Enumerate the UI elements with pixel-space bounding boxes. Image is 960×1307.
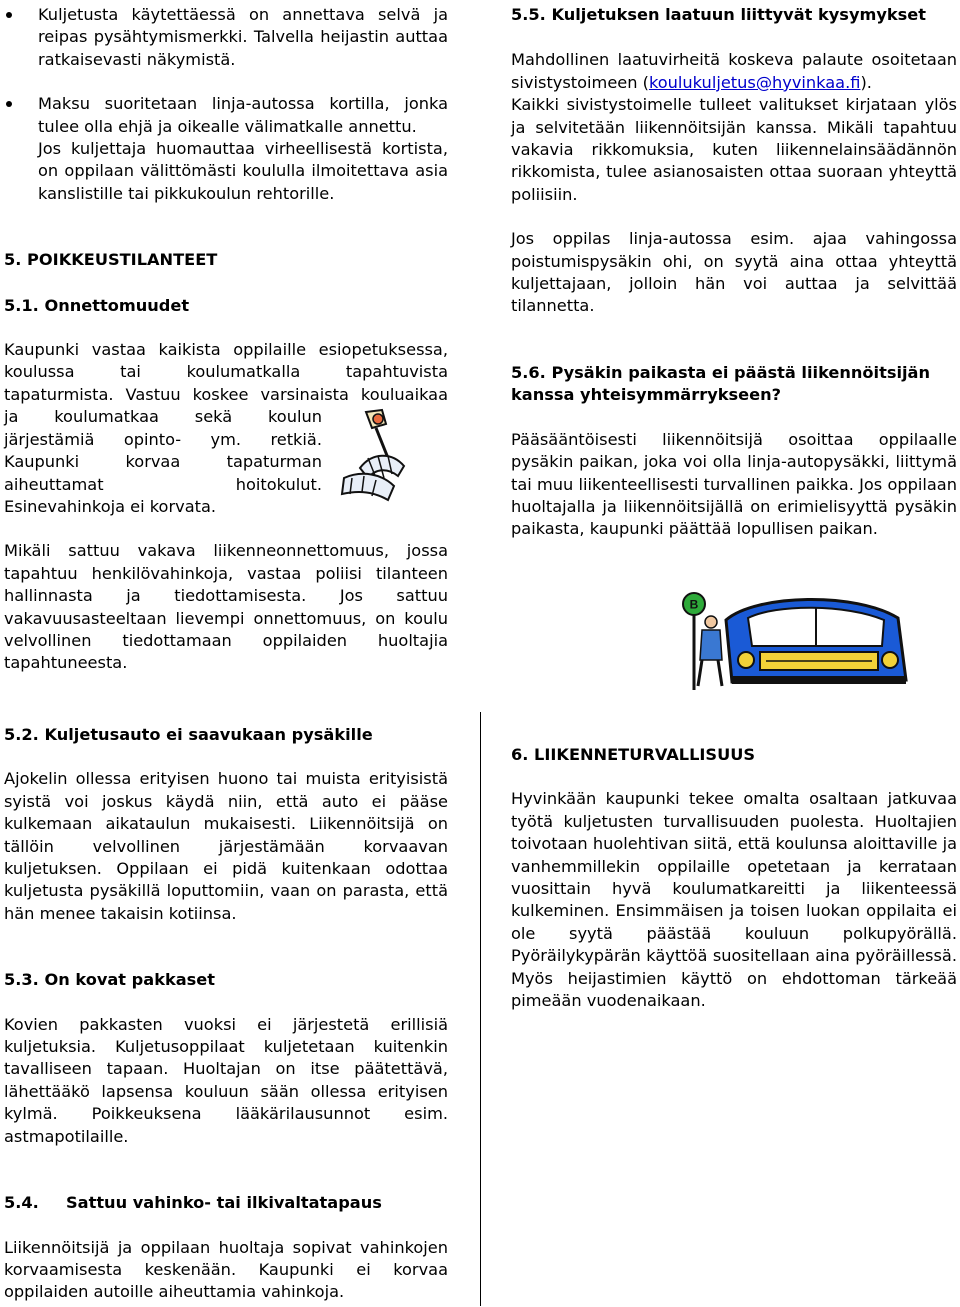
text: ). [860,72,872,92]
text-line: aiheuttamat hoitokulut. [4,474,322,494]
bullet-text: Maksu suoritetaan linja-autossa kortilla, jonka tulee olla ehjä ja oikealle välimatkalle annettu. [38,94,448,136]
school-bus-icon [636,590,912,690]
subsection-heading: 5.5. Kuljetuksen laatuun liittyvät kysymykset [511,5,927,24]
bullet-icon [6,12,12,18]
text: Mahdollinen laatuvirheitä koskeva palaute osoitetaan sivistystoimeen ( [511,50,957,92]
injured-person-icon [332,408,414,504]
bullet-list [4,4,448,205]
text-line: Kaupunki korvaa tapaturman [4,452,322,472]
bus-stop-letter: B [689,597,699,612]
paragraph: Ajokelin ollessa erityisen huono tai muista erityisistä syistä voi joskus käydä niin, että auto ei pääse kulkemaan aikataulun mukaisesti. Liikennöitsijä on tällöin velvollinen järjestämään korvaavan kuljetuksen. Oppilaan ei pidä kuitenkaan odottaa kuljetusta pysäkillä loputtomiin, vaan on parasta, että hän menee takaisin kotiinsa. [4,769,448,923]
bullet-text: Kuljetusta käytettäessä on annettava selvä ja reipas pysähtymismerkki. Talvella heijastin auttaa ratkaisevasti näkymistä. [38,5,448,69]
subsection-heading: 5.6. Pysäkin paikasta ei päästä liikennöitsijän kanssa yhteisymmärrykseen? [511,362,931,405]
text-line: koulussa tai koulumatkalla tapahtuvista [4,362,448,382]
left-column-top [4,4,448,675]
paragraph [511,49,957,94]
subsection-heading: 5.1. Onnettomuudet [4,295,190,315]
paragraph: Jos oppilas linja-autossa esim. ajaa vahingossa poistumispysäkin ohi, on syytä aina ottaa yhteyttä kuljettajaan, jolloin hän voi auttaa ja selvittää tilannetta. [511,229,957,316]
list-item [4,4,448,71]
bullet-icon [6,101,12,107]
paragraph: Liikennöitsijä ja oppilaan huoltaja sopivat vahinkojen korvaamisesta keskenään. Kaupunki ei korvaa oppilaiden autoille aiheuttamia vahinkoja. [4,1237,448,1302]
list-item [4,93,448,205]
right-column-top [511,4,957,541]
subsection-heading: 5.2. Kuljetusauto ei saavukaan pysäkille [4,725,373,744]
section-number: 5.4. [4,1193,39,1213]
paragraph: Pääsääntöisesti liikennöitsijä osoittaa oppilaalle pysäkin paikan, joka voi olla linja-autopysäkki, liittymä tai muu liikenteellisesti turvallinen paikka. Jos oppilaan huoltajalla ja liikennöitsijällä on erimielisyyttä pysäkin paikasta, kaupunki päättää lopullisen paikan. [511,429,957,539]
text-line: järjestämiä opinto- ym. retkiä. [4,429,322,449]
bullet-text: Jos kuljettaja huomauttaa virheellisestä kortista, on oppilaan välittömästi koululla ilmoitettava asia kanslistille tai pikkukoulun rehtorille. [38,139,448,203]
paragraph: Mikäli sattuu vakava liikenneonnettomuus, jossa tapahtuu henkilövahinkoja, vastaa poliisi tilanteen hallinnasta ja tiedottamisesta. Jos sattuu vakavuusasteeltaan lievempi onnettomuus, on koulu velvollinen tiedottamaan oppilaiden huoltajia tapahtuneesta. [4,541,448,673]
right-column-bottom [511,744,957,1012]
subsection-heading [4,1192,448,1214]
section-title: Sattuu vahinko- tai ilkivaltatapaus [66,1193,382,1213]
text-line: Kaupunki vastaa kaikista oppilaille esiopetuksessa, [4,340,448,360]
email-link[interactable]: koulukuljetus@hyvinkaa.fi [648,72,861,92]
paragraph: Kaikki sivistystoimelle tulleet valitukset kirjataan ylös ja selvitetään liikennöitsijän kanssa. Mikäli tapahtuu vakavia rikkomuksia, kuten liikennelainsäädännön rikkomista, tulee asianosaisten ottaa suoraan yhteyttä poliisiin. [511,95,957,204]
left-column-bottom [4,724,448,1304]
column-divider [480,712,481,1306]
text-line: ja koulumatkaa sekä koulun [4,407,322,427]
text-line: tapaturmista. Vastuu koskee varsinaista kouluaikaa [4,384,448,404]
subsection-heading: 5.3. On kovat pakkaset [4,970,215,990]
paragraph: Kovien pakkasten vuoksi ei järjestetä erillisiä kuljetuksia. Kuljetusoppilaat kuljetetaan kuitenkin tavalliseen tapaan. Huoltajan on itse päätettävä, lähettääkö lapsensa kouluun sään ollessa erityisen kylmä. Poikkeuksena lääkärilausunnot esim. astmapotilaille. [4,1014,448,1146]
text-line: Esinevahinkoja ei korvata. [4,496,217,516]
section-heading: 5. POIKKEUSTILANTEET [4,250,218,270]
section-heading: 6. LIIKENNETURVALLISUUS [511,745,756,764]
paragraph: Hyvinkään kaupunki tekee omalta osaltaan jatkuvaa työtä kuljetusten turvallisuuden puolesta. Huoltajien toivotaan huolehtivan siitä, että koulunsa aloittaville ja vanhemmillekin oppilaille opetetaan ja kerrataan vuosittain hyvä koulumatkareitti ja liikenteessä kulkeminen. Ensimmäisen ja toisen luokan oppilaita ei ole syytä päästää kouluun polkupyörällä. Pyöräilykypärän käyttöä suositellaan aina pyöräillessä. Myös heijastimien käyttö on ehdottoman tärkeää pimeään vuodenaikaan. [511,789,957,1011]
